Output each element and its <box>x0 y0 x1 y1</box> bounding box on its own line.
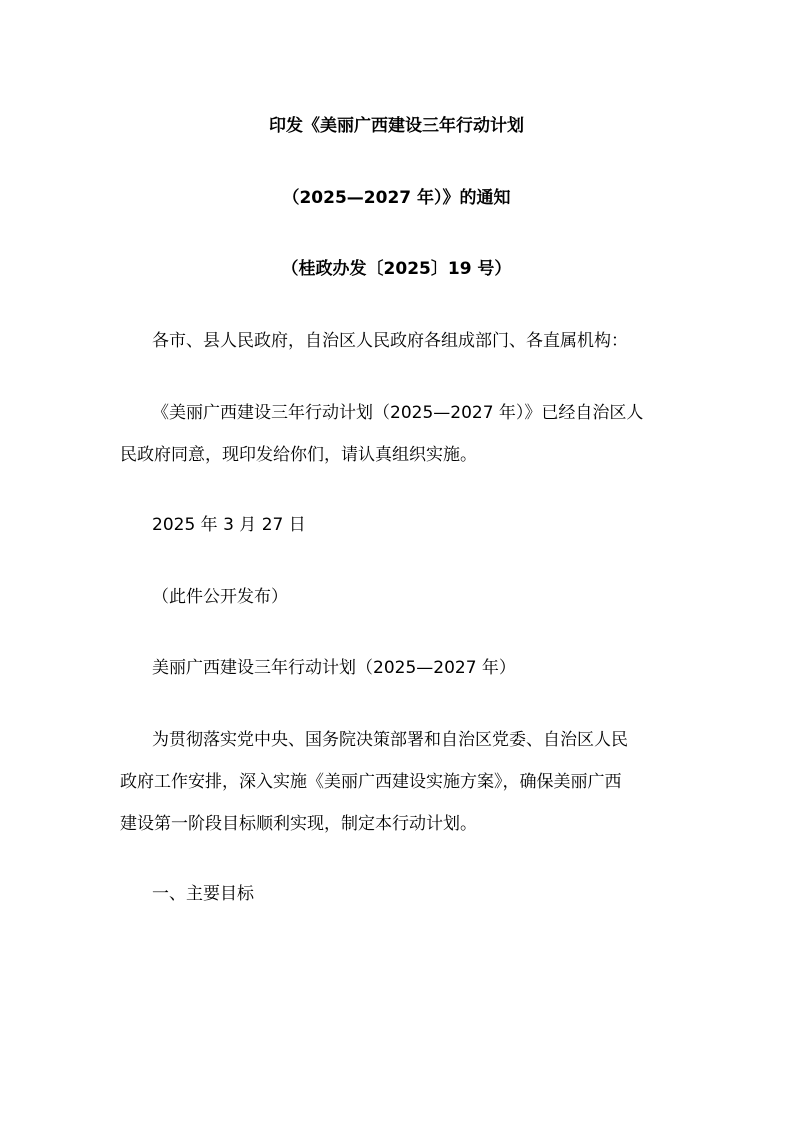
body-paragraph-line-2: 民政府同意，现印发给你们，请认真组织实施。 <box>120 445 477 465</box>
plan-title: 美丽广西建设三年行动计划（2025—2027 年） <box>152 658 516 678</box>
salutation: 各市、县人民政府，自治区人民政府各组成部门、各直属机构： <box>152 331 628 351</box>
issue-date: 2025 年 3 月 27 日 <box>152 515 306 535</box>
intro-paragraph-line-1: 为贯彻落实党中央、国务院决策部署和自治区党委、自治区人民 <box>152 730 628 750</box>
document-number: （桂政办发〔2025〕19 号） <box>281 259 512 279</box>
body-paragraph-line-1: 《美丽广西建设三年行动计划（2025—2027 年）》已经自治区人 <box>152 403 644 423</box>
notice-title-line-2: （2025—2027 年）》的通知 <box>282 188 511 208</box>
intro-paragraph-line-2: 政府工作安排，深入实施《美丽广西建设实施方案》，确保美丽广西 <box>120 772 622 792</box>
section-heading-main-goals: 一、主要目标 <box>152 884 254 904</box>
publish-note: （此件公开发布） <box>152 587 288 607</box>
notice-title-line-1: 印发《美丽广西建设三年行动计划 <box>269 116 524 136</box>
intro-paragraph-line-3: 建设第一阶段目标顺利实现，制定本行动计划。 <box>120 814 477 834</box>
